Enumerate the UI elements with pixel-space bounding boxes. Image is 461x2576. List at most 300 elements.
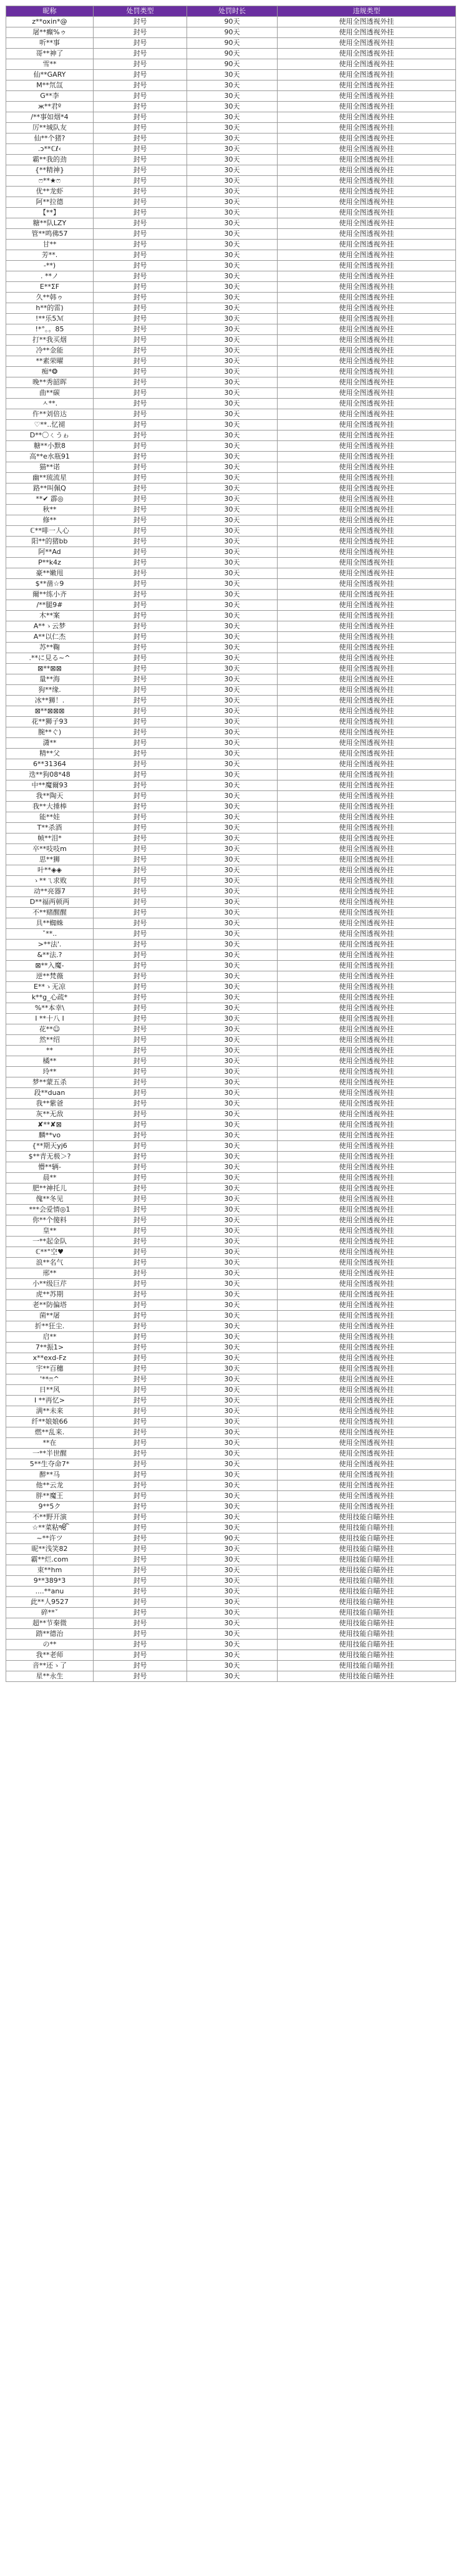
cell-name: G**李 [6,91,94,102]
cell-name: h**的雷) [6,303,94,314]
table-row [6,727,456,738]
table-row [6,367,456,377]
cell-name: A**ゝ云梦 [6,621,94,632]
table-row [6,1247,456,1258]
cell-penalty-duration: 30天 [187,176,278,187]
cell-name: ~**许ツ [6,1533,94,1544]
cell-name: 逆**梵薇 [6,971,94,982]
cell-penalty-type: 封号 [94,367,187,377]
cell-violation-type: 使用技能自瞄外挂 [278,1629,456,1640]
cell-penalty-type: 封号 [94,547,187,558]
cell-penalty-duration: 30天 [187,971,278,982]
cell-name: /**事如烟*4 [6,112,94,123]
table-row [6,1130,456,1141]
cell-name: 优**龙虾 [6,187,94,197]
cell-violation-type: 使用全图透视外挂 [278,112,456,123]
cell-name: ℂ**°空♥ [6,1247,94,1258]
cell-violation-type: 使用全图透视外挂 [278,356,456,367]
cell-penalty-type: 封号 [94,918,187,929]
table-row [6,314,456,324]
cell-penalty-duration: 30天 [187,271,278,282]
cell-penalty-duration: 30天 [187,590,278,600]
cell-penalty-type: 封号 [94,1300,187,1311]
cell-name: **在 [6,1438,94,1449]
cell-violation-type: 使用全图透视外挂 [278,165,456,176]
cell-violation-type: 使用全图透视外挂 [278,759,456,770]
cell-penalty-duration: 30天 [187,420,278,430]
cell-violation-type: 使用全图透视外挂 [278,515,456,526]
cell-name: 醉**马 [6,1470,94,1480]
table-row [6,993,456,1003]
cell-penalty-duration: 30天 [187,367,278,377]
table-row [6,377,456,388]
cell-violation-type: 使用全图透视外挂 [278,1311,456,1321]
cell-penalty-duration: 30天 [187,112,278,123]
cell-penalty-type: 封号 [94,537,187,547]
cell-penalty-duration: 30天 [187,346,278,356]
cell-violation-type: 使用全图透视外挂 [278,377,456,388]
cell-violation-type: 使用全图透视外挂 [278,1470,456,1480]
table-row [6,1576,456,1587]
cell-name: D**福两顿两 [6,897,94,908]
cell-penalty-type: 封号 [94,1173,187,1184]
cell-penalty-type: 封号 [94,505,187,515]
cell-penalty-duration: 30天 [187,409,278,420]
cell-violation-type: 使用全图透视外挂 [278,1502,456,1512]
cell-penalty-type: 封号 [94,738,187,749]
cell-penalty-type: 封号 [94,229,187,240]
cell-violation-type: 使用技能自瞄外挂 [278,1587,456,1597]
cell-name: ㅅ**. [6,399,94,409]
cell-penalty-duration: 30天 [187,494,278,505]
cell-penalty-type: 封号 [94,462,187,473]
cell-name: 管**鸣佛57 [6,229,94,240]
cell-penalty-type: 封号 [94,1109,187,1120]
cell-name: 精**父 [6,749,94,759]
cell-name: 打**我买烟 [6,335,94,346]
cell-penalty-type: 封号 [94,1343,187,1353]
table-row [6,834,456,844]
cell-name: 折**狂尘. [6,1321,94,1332]
table-row [6,1120,456,1130]
cell-name: 豪**嫩甩 [6,568,94,579]
cell-penalty-duration: 30天 [187,1162,278,1173]
cell-penalty-duration: 30天 [187,1067,278,1077]
cell-penalty-type: 封号 [94,1374,187,1385]
cell-violation-type: 使用全图透视外挂 [278,706,456,717]
cell-violation-type: 使用全图透视外挂 [278,1268,456,1279]
table-row [6,240,456,250]
table-row [6,1480,456,1491]
cell-violation-type: 使用全图透视外挂 [278,940,456,950]
cell-name: 霸**我的劲 [6,155,94,165]
cell-name: 纤**娘娘66 [6,1417,94,1427]
table-row [6,791,456,802]
cell-penalty-duration: 30天 [187,102,278,112]
cell-name: 霸**烂.com [6,1555,94,1565]
cell-violation-type: 使用全图透视外挂 [278,229,456,240]
cell-penalty-duration: 30天 [187,1237,278,1247]
cell-name: 我**紫爸 [6,1099,94,1109]
cell-name: 叶**◈◈ [6,865,94,876]
cell-penalty-type: 封号 [94,240,187,250]
table-row [6,134,456,144]
cell-penalty-type: 封号 [94,1544,187,1555]
table-row [6,1544,456,1555]
table-row [6,1279,456,1290]
table-row [6,38,456,49]
table-row [6,1343,456,1353]
cell-name: 6**31364 [6,759,94,770]
cell-penalty-duration: 30天 [187,134,278,144]
cell-name: 痴*❂ [6,367,94,377]
cell-name: 冰**狮！. [6,696,94,706]
cell-penalty-duration: 30天 [187,1152,278,1162]
cell-violation-type: 使用全图透视外挂 [278,1088,456,1099]
cell-penalty-duration: 30天 [187,600,278,611]
cell-penalty-duration: 30天 [187,1077,278,1088]
cell-penalty-type: 封号 [94,908,187,918]
table-row [6,335,456,346]
table-row [6,1608,456,1618]
cell-violation-type: 使用全图透视外挂 [278,749,456,759]
cell-name: 不**赌醒醒 [6,908,94,918]
cell-name: P**k4z [6,558,94,568]
cell-violation-type: 使用全图透视外挂 [278,887,456,897]
cell-penalty-type: 封号 [94,844,187,855]
cell-name: ж**君º [6,102,94,112]
cell-violation-type: 使用全图透视外挂 [278,1258,456,1268]
table-row [6,1512,456,1523]
table-row [6,759,456,770]
cell-name: ⊠**⊠⊠ [6,664,94,674]
cell-name: 雪** [6,59,94,70]
cell-violation-type: 使用全图透视外挂 [278,208,456,218]
cell-penalty-duration: 30天 [187,430,278,441]
table-row [6,1268,456,1279]
cell-penalty-type: 封号 [94,134,187,144]
cell-penalty-type: 封号 [94,80,187,91]
table-row [6,399,456,409]
cell-violation-type: 使用全图透视外挂 [278,134,456,144]
cell-violation-type: 使用全图透视外挂 [278,1279,456,1290]
table-row [6,876,456,887]
cell-penalty-duration: 30天 [187,80,278,91]
cell-name: 花**狮子93 [6,717,94,727]
cell-name: E**ゝ无凉 [6,982,94,993]
cell-penalty-type: 封号 [94,494,187,505]
cell-name: 哥**神了 [6,49,94,59]
table-row [6,27,456,38]
cell-penalty-type: 封号 [94,1502,187,1512]
cell-penalty-type: 封号 [94,1046,187,1056]
cell-name: 段**duan [6,1088,94,1099]
cell-violation-type: 使用全图透视外挂 [278,664,456,674]
cell-penalty-type: 封号 [94,1311,187,1321]
cell-violation-type: 使用全图透视外挂 [278,271,456,282]
cell-violation-type: 使用全图透视外挂 [278,303,456,314]
table-row [6,155,456,165]
cell-penalty-duration: 30天 [187,727,278,738]
header-penalty-type: 处罚类型 [94,6,187,17]
cell-violation-type: 使用全图透视外挂 [278,1417,456,1427]
cell-name: 晨** [6,1173,94,1184]
cell-penalty-type: 封号 [94,1555,187,1565]
table-row [6,229,456,240]
cell-penalty-duration: 30天 [187,452,278,462]
cell-violation-type: 使用全图透视外挂 [278,367,456,377]
cell-name: ℂ**啡一人心 [6,526,94,537]
cell-violation-type: 使用全图透视外挂 [278,1449,456,1459]
cell-penalty-duration: 30天 [187,1480,278,1491]
cell-penalty-duration: 30天 [187,208,278,218]
cell-penalty-duration: 30天 [187,834,278,844]
table-row [6,1671,456,1682]
cell-penalty-type: 封号 [94,70,187,80]
cell-penalty-type: 封号 [94,643,187,653]
table-row [6,1237,456,1247]
table-row [6,749,456,759]
table-row [6,1290,456,1300]
cell-name: 橘** [6,1056,94,1067]
table-row [6,674,456,685]
cell-name: 听**事 [6,38,94,49]
cell-violation-type: 使用全图透视外挂 [278,80,456,91]
cell-penalty-duration: 30天 [187,1396,278,1406]
cell-name: ♡**..忆褪 [6,420,94,430]
cell-penalty-duration: 30天 [187,218,278,229]
table-row [6,1088,456,1099]
cell-name: $**青无极＞? [6,1152,94,1162]
cell-name: 我**陶天 [6,791,94,802]
cell-penalty-type: 封号 [94,664,187,674]
cell-violation-type: 使用全图透视外挂 [278,621,456,632]
cell-violation-type: 使用全图透视外挂 [278,823,456,834]
cell-violation-type: 使用技能自瞄外挂 [278,1565,456,1576]
cell-penalty-type: 封号 [94,1417,187,1427]
cell-violation-type: 使用全图透视外挂 [278,441,456,452]
cell-penalty-type: 封号 [94,303,187,314]
cell-name: &**法.? [6,950,94,961]
cell-name: 宇**百穗 [6,1364,94,1374]
cell-name: **素荣曜 [6,356,94,367]
cell-penalty-duration: 30天 [187,547,278,558]
table-row [6,929,456,940]
cell-penalty-duration: 30天 [187,759,278,770]
table-row [6,632,456,643]
cell-penalty-type: 封号 [94,197,187,208]
cell-name: >**法'. [6,940,94,950]
cell-penalty-duration: 30天 [187,1321,278,1332]
cell-violation-type: 使用全图透视外挂 [278,1480,456,1491]
cell-violation-type: 使用全图透视外挂 [278,420,456,430]
table-row [6,844,456,855]
cell-penalty-type: 封号 [94,176,187,187]
cell-penalty-type: 封号 [94,377,187,388]
cell-penalty-duration: 30天 [187,505,278,515]
cell-penalty-type: 封号 [94,1565,187,1576]
cell-penalty-duration: 30天 [187,526,278,537]
cell-penalty-type: 封号 [94,887,187,897]
cell-penalty-duration: 30天 [187,1576,278,1587]
cell-name: 阿**拉德 [6,197,94,208]
table-row [6,568,456,579]
cell-violation-type: 使用全图透视外挂 [278,1205,456,1215]
cell-penalty-type: 封号 [94,123,187,134]
cell-penalty-type: 封号 [94,91,187,102]
cell-penalty-duration: 90天 [187,17,278,27]
cell-penalty-type: 封号 [94,600,187,611]
cell-penalty-duration: 30天 [187,823,278,834]
cell-penalty-duration: 30天 [187,1449,278,1459]
cell-violation-type: 使用全图透视外挂 [278,1438,456,1449]
cell-penalty-duration: 30天 [187,568,278,579]
cell-violation-type: 使用技能自瞄外挂 [278,1576,456,1587]
cell-name: 我**老师 [6,1650,94,1661]
table-row [6,600,456,611]
cell-penalty-type: 封号 [94,1035,187,1046]
cell-violation-type: 使用全图透视外挂 [278,38,456,49]
cell-penalty-duration: 30天 [187,303,278,314]
table-row [6,1427,456,1438]
cell-violation-type: 使用全图透视外挂 [278,240,456,250]
cell-name: 曲**碳 [6,388,94,399]
cell-penalty-duration: 30天 [187,399,278,409]
cell-name: D**〇ㄑうゎ [6,430,94,441]
cell-violation-type: 使用全图透视外挂 [278,579,456,590]
cell-penalty-type: 封号 [94,293,187,303]
table-row [6,1364,456,1374]
cell-penalty-duration: 30天 [187,473,278,484]
table-row [6,950,456,961]
cell-name: 满**未来 [6,1406,94,1417]
cell-penalty-duration: 30天 [187,1374,278,1385]
cell-name: 仙**GARY [6,70,94,80]
cell-name: 5**生夺命7* [6,1459,94,1470]
table-row [6,1597,456,1608]
cell-penalty-duration: 30天 [187,674,278,685]
cell-violation-type: 使用全图透视外挂 [278,70,456,80]
cell-penalty-type: 封号 [94,1205,187,1215]
table-row [6,1035,456,1046]
cell-penalty-type: 封号 [94,621,187,632]
header-name: 昵称 [6,6,94,17]
cell-name: {**精神} [6,165,94,176]
cell-violation-type: 使用全图透视外挂 [278,1321,456,1332]
cell-violation-type: 使用全图透视外挂 [278,484,456,494]
cell-penalty-duration: 30天 [187,855,278,865]
table-row [6,187,456,197]
cell-violation-type: 使用全图透视外挂 [278,324,456,335]
cell-penalty-duration: 30天 [187,1438,278,1449]
cell-penalty-type: 封号 [94,484,187,494]
cell-violation-type: 使用全图透视外挂 [278,1173,456,1184]
cell-name: 虎**苏期 [6,1290,94,1300]
cell-name: x**exd-Fz [6,1353,94,1364]
header-violation-type: 违规类型 [278,6,456,17]
table-row [6,484,456,494]
table-row [6,494,456,505]
cell-name: M**氘氙 [6,80,94,91]
cell-penalty-type: 封号 [94,1671,187,1682]
cell-name: 帧**泪* [6,834,94,844]
cell-penalty-type: 封号 [94,1650,187,1661]
cell-violation-type: 使用全图透视外挂 [278,674,456,685]
table-row [6,982,456,993]
cell-penalty-duration: 30天 [187,685,278,696]
cell-name: 懵**辆- [6,1162,94,1173]
table-row [6,1162,456,1173]
table-row [6,70,456,80]
cell-name: 阳**的猪bb [6,537,94,547]
table-row [6,685,456,696]
cell-name: 启** [6,1332,94,1343]
cell-penalty-duration: 30天 [187,335,278,346]
cell-name: {**期天yj6 [6,1141,94,1152]
cell-penalty-duration: 30天 [187,1597,278,1608]
table-row [6,1184,456,1194]
cell-penalty-type: 封号 [94,897,187,908]
cell-name: ....**anu [6,1587,94,1597]
cell-name: T**杀酒 [6,823,94,834]
cell-violation-type: 使用全图透视外挂 [278,123,456,134]
cell-violation-type: 使用全图透视外挂 [278,1374,456,1385]
cell-violation-type: 使用全图透视外挂 [278,1385,456,1396]
cell-penalty-type: 封号 [94,1364,187,1374]
table-row [6,1661,456,1671]
cell-penalty-type: 封号 [94,685,187,696]
cell-violation-type: 使用全图透视外挂 [278,49,456,59]
cell-penalty-type: 封号 [94,250,187,261]
cell-violation-type: 使用全图透视外挂 [278,526,456,537]
cell-name: 能**娃 [6,812,94,823]
cell-penalty-type: 封号 [94,1130,187,1141]
cell-violation-type: 使用全图透视外挂 [278,929,456,940]
cell-penalty-duration: 30天 [187,187,278,197]
table-row [6,1226,456,1237]
table-row [6,770,456,780]
cell-violation-type: 使用全图透视外挂 [278,1215,456,1226]
cell-penalty-duration: 30天 [187,1024,278,1035]
cell-violation-type: 使用全图透视外挂 [278,1014,456,1024]
table-row [6,1056,456,1067]
table-row [6,812,456,823]
cell-penalty-duration: 30天 [187,537,278,547]
cell-penalty-type: 封号 [94,1427,187,1438]
table-row [6,1523,456,1533]
cell-penalty-duration: 30天 [187,1088,278,1099]
cell-violation-type: 使用全图透视外挂 [278,261,456,271]
table-row [6,1650,456,1661]
cell-penalty-type: 封号 [94,409,187,420]
cell-penalty-duration: 30天 [187,706,278,717]
cell-name: ෆ**★ෆ [6,176,94,187]
cell-violation-type: 使用全图透视外挂 [278,1396,456,1406]
cell-penalty-duration: 30天 [187,558,278,568]
cell-violation-type: 使用全图透视外挂 [278,780,456,791]
cell-penalty-type: 封号 [94,823,187,834]
cell-violation-type: 使用全图透视外挂 [278,346,456,356]
cell-penalty-duration: 30天 [187,1555,278,1565]
cell-penalty-duration: 90天 [187,38,278,49]
cell-penalty-type: 封号 [94,1618,187,1629]
cell-name: /**腿9# [6,600,94,611]
page [0,6,461,1682]
cell-violation-type: 使用全图透视外挂 [278,462,456,473]
cell-violation-type: 使用全图透视外挂 [278,282,456,293]
table-row [6,250,456,261]
cell-penalty-type: 封号 [94,876,187,887]
